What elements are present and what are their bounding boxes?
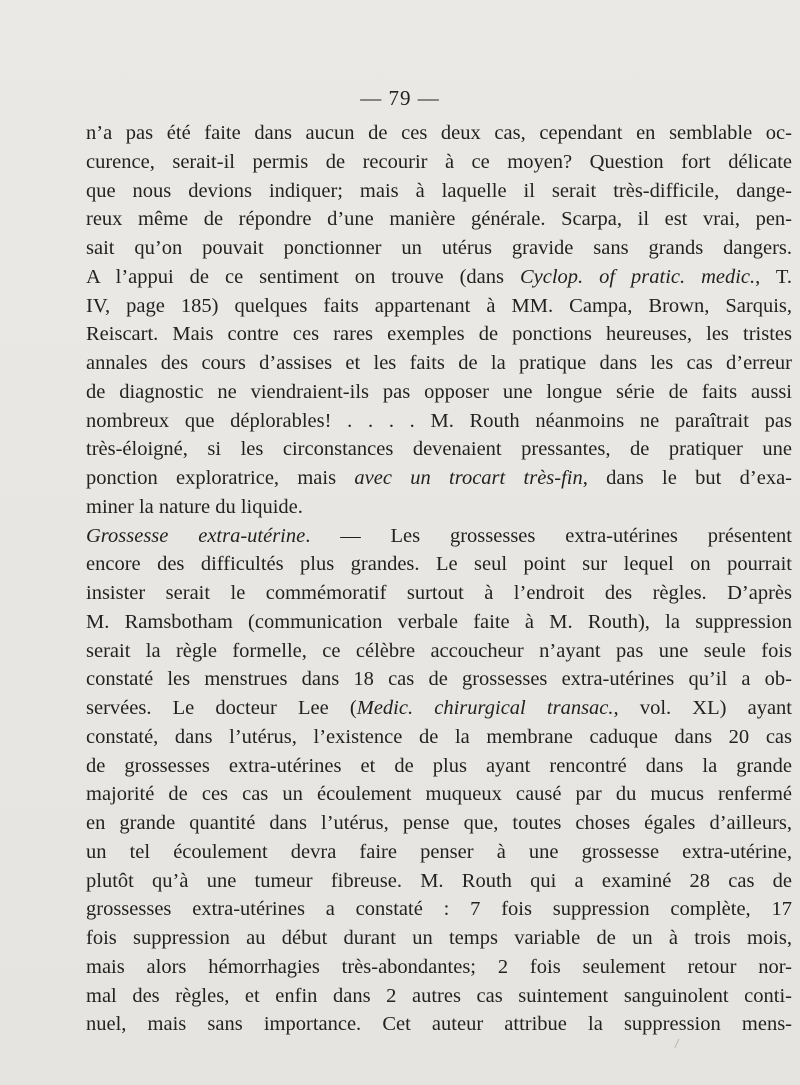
pencil-mark	[674, 1039, 686, 1052]
text-line	[86, 723, 792, 752]
text-line	[86, 407, 792, 436]
text-segment: servées. Le docteur Lee (	[86, 697, 357, 719]
text-line	[86, 349, 792, 378]
text-segment: majorité de ces cas un écoulement muqueux causé par du mucus renfermé	[86, 783, 792, 806]
text-segment: encore des difficultés plus grandes. Le seul point sur lequel on pourrait	[86, 553, 792, 576]
text-segment: fois suppression au début durant un temps variable de un à trois mois,	[86, 927, 792, 949]
text-segment: , dans le but d’exa-	[582, 467, 792, 489]
text-segment: , vol. XL) ayant	[613, 697, 792, 719]
text-segment: serait la règle formelle, ce célèbre accoucheur n’ayant pas une seule fois	[86, 639, 792, 662]
text-line	[86, 119, 792, 148]
text-segment: que nous devions indiquer; mais à laquelle il serait très-difficile, dange-	[86, 179, 792, 202]
text-line	[86, 752, 792, 781]
text-line	[86, 205, 792, 234]
text-segment: constaté, dans l’utérus, l’existence de la membrane caduque dans 20 cas	[86, 725, 792, 748]
text-line	[86, 780, 792, 809]
body-text	[86, 119, 792, 1039]
text-segment: miner la nature du liquide.	[86, 495, 303, 518]
text-segment: IV, page 185) quelques faits appartenant à MM. Campa, Brown, Sarquis,	[86, 294, 792, 317]
text-segment: M. Ramsbotham (communication verbale faite à M. Routh), la suppression	[86, 610, 792, 633]
text-segment: n’a pas été faite dans aucun de ces deux cas, cependant en semblable oc-	[86, 122, 792, 144]
text-line	[86, 637, 792, 666]
text-line	[86, 234, 792, 263]
text-line	[86, 263, 792, 292]
text-line	[86, 867, 792, 896]
italic-text: Medic. chirurgical transac.	[356, 697, 614, 719]
text-segment: sait qu’on pouvait ponctionner un utérus gravide sans grands dangers.	[86, 237, 792, 259]
text-line	[86, 924, 792, 953]
text-line	[86, 982, 792, 1011]
text-line	[86, 435, 792, 464]
text-segment: ponction exploratrice, mais	[86, 467, 355, 489]
text-segment: constaté les menstrues dans 18 cas de grossesses extra-utérines qu’il a ob-	[86, 668, 792, 691]
text-line	[86, 809, 792, 838]
text-line	[86, 177, 792, 206]
text-segment: en grande quantité dans l’utérus, pense que, toutes choses égales d’ailleurs,	[86, 812, 792, 834]
text-segment: A l’appui de ce sentiment on trouve (dans	[86, 265, 520, 288]
text-segment: annales des cours d’assises et les faits de la pratique dans les cas d’erreur	[86, 352, 792, 374]
text-line	[86, 608, 792, 637]
text-line	[86, 550, 792, 579]
text-segment: très-éloigné, si les circonstances devenaient pressantes, de pratiquer une	[86, 438, 792, 461]
text-line	[86, 665, 792, 694]
text-line	[86, 838, 792, 867]
text-segment: . — Les grossesses extra-utérines présentent	[305, 524, 792, 547]
text-line	[86, 378, 792, 407]
text-line	[86, 292, 792, 321]
text-segment: mais alors hémorrhagies très-abondantes; 2 fois seulement retour nor-	[86, 955, 792, 978]
text-line	[86, 522, 792, 551]
text-segment: nuel, mais sans importance. Cet auteur attribue la suppression mens-	[86, 1013, 792, 1036]
text-segment: reux même de répondre d’une manière générale. Scarpa, il est vrai, pen-	[86, 208, 792, 231]
text-line	[86, 895, 792, 924]
text-segment: curence, serait-il permis de recourir à ce moyen? Question fort délicate	[86, 150, 792, 173]
page-number: — 79 —	[360, 86, 440, 110]
text-segment: plutôt qu’à une tumeur fibreuse. M. Routh qui a examiné 28 cas de	[86, 869, 792, 892]
text-line	[86, 694, 792, 723]
text-line	[86, 1010, 792, 1039]
text-line	[86, 579, 792, 608]
text-segment: nombreux que déplorables! . . . . M. Routh néanmoins ne paraîtrait pas	[86, 409, 792, 432]
text-line	[86, 148, 792, 177]
italic-text: Cyclop. of pratic. medic.	[519, 265, 756, 288]
text-segment: de diagnostic ne viendraient-ils pas opposer une longue série de faits aussi	[86, 380, 792, 403]
text-segment: , T.	[755, 265, 792, 288]
text-segment: insister serait le commémoratif surtout à l’endroit des règles. D’après	[86, 582, 792, 604]
text-line	[86, 320, 792, 349]
text-segment: un tel écoulement devra faire penser à une grossesse extra-utérine,	[86, 840, 792, 863]
text-segment: mal des règles, et enfin dans 2 autres cas suintement sanguinolent conti-	[86, 984, 792, 1007]
text-line	[86, 464, 792, 493]
text-line	[86, 953, 792, 982]
italic-text: avec un trocart très-fin	[354, 467, 583, 489]
text-segment: de grossesses extra-utérines et de plus ayant rencontré dans la grande	[86, 754, 792, 777]
text-line	[86, 493, 792, 522]
text-segment: grossesses extra-utérines a constaté : 7 fois suppression complète, 17	[86, 898, 792, 921]
italic-text: Grossesse extra-utérine	[86, 524, 306, 547]
text-segment: Reiscart. Mais contre ces rares exemples de ponctions heureuses, les tristes	[86, 323, 792, 346]
